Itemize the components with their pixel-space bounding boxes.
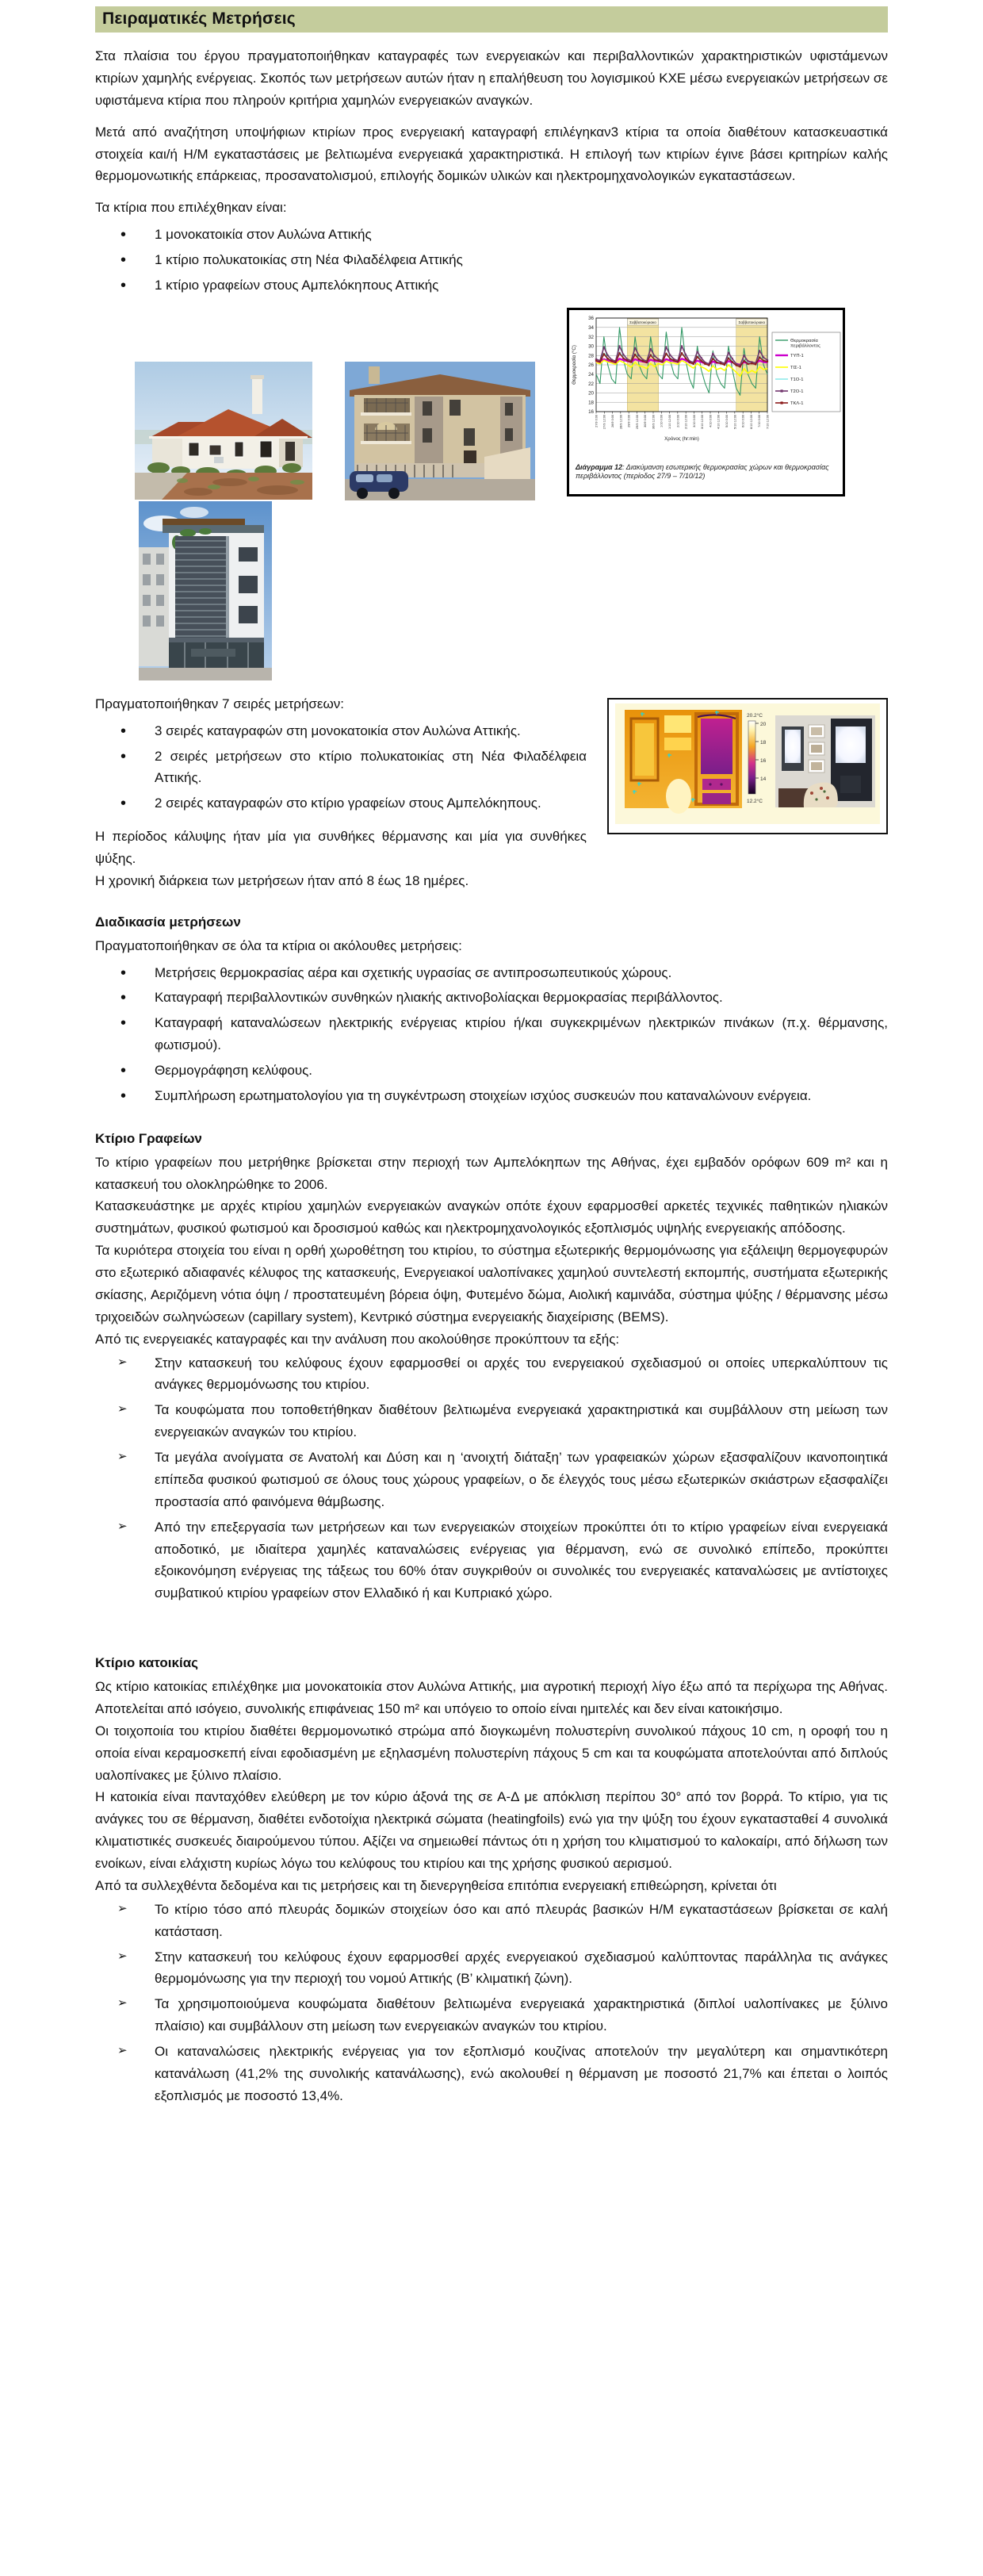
temperature-chart-svg: [569, 310, 843, 462]
list-item: • 2 σειρές μετρήσεων στο κτίριο πολυκατοικίας στη Νέα Φιλαδέλφεια Αττικής.: [95, 744, 888, 792]
coverage-paragraph: Η περίοδος κάλυψης ήταν μία για συνθήκες θέρμανσης και μία για συνθήκες ψύξης.: [95, 829, 587, 866]
svg-text:περιβάλλοντος: περιβάλλοντος: [790, 343, 820, 349]
series-lead: Πραγματοποιήθηκαν 7 σειρές μετρήσεων:: [95, 696, 344, 711]
svg-text:Θερμοκρασία (°C): Θερμοκρασία (°C): [572, 344, 577, 385]
svg-text:3/10 12:00: 3/10 12:00: [701, 414, 705, 429]
chart-legend: [772, 332, 840, 412]
office-heading: Κτίριο Γραφείων: [95, 1130, 202, 1146]
office-findings-list: [95, 1351, 888, 1607]
scale-tick: 14: [760, 776, 767, 782]
svg-text:Σαββατοκύριακο: Σαββατοκύριακο: [629, 320, 656, 324]
procedure-heading: Διαδικασία μετρήσεων: [95, 914, 241, 930]
svg-text:Τ2Ο-1: Τ2Ο-1: [790, 389, 804, 394]
buildings-lead: Τα κτίρια που επιλέχθηκαν είναι:: [95, 200, 287, 216]
temperature-chart: [567, 308, 845, 496]
duration-paragraph: Η χρονική διάρκεια των μετρήσεων ήταν από 8 έως 18 ημέρες.: [95, 872, 469, 888]
svg-text:3/10 0:00: 3/10 0:00: [692, 414, 696, 427]
procedure-list: [95, 960, 888, 1109]
intro-paragraph-2: Μετά από αναζήτηση υποψήφιων κτιρίων προς ενεργειακή καταγραφή επιλέγηκαν3 κτίρια τα οποία διαθέτουν κατασκευαστικά στοιχεία και/ή Η/Μ εγκαταστάσεις με βελτιωμένα ενεργειακά χαρακτηριστικά. Η επιλογή των κτιρίων έγινε βάσει κριτηρίων καλής θερμομονωτικής επάρκειας, προσανατολισμού, επιλογής δομικών υλικών και ηλεκτρομηχανολογικών εγκαταστάσεων.: [95, 124, 888, 184]
svg-text:ΤΥΠ-1: ΤΥΠ-1: [790, 353, 804, 358]
svg-text:1/10 12:00: 1/10 12:00: [667, 414, 671, 429]
svg-text:26: 26: [588, 362, 594, 368]
house-photo: [135, 362, 312, 500]
list-item: • 1 κτίριο γραφείων στους Αμπελόκηπους Αττικής: [95, 273, 888, 298]
scale-tick: 18: [760, 739, 767, 746]
svg-text:7/10 12:00: 7/10 12:00: [766, 414, 770, 429]
intro-paragraph-1: Στα πλαίσια του έργου πραγματοποιήθηκαν καταγραφές των ενεργειακών και περιβαλλοντικών χαρακτηριστικών υφιστάμενων κτιρίων χαμηλής ενέργειας. Σκοπός των μετρήσεων αυτών ήταν η επαλήθευση του λογισμικού ΚΧΕ μέσω ενεργειακών μετρήσεων σε υφιστάμενα κτίρια που πληρούν κριτήρια χαμηλών ενεργειακών αναγκών.: [95, 48, 888, 108]
svg-text:20: 20: [588, 390, 594, 397]
office-paragraph-3: Τα κυριότερα στοιχεία του είναι η ορθή χωροθέτηση του κτιρίου, το σύστημα εξωτερικής θερμομόνωσης για εξάλειψη θερμογεφυρών στο εξωτερικό αδιαφανές κέλυφος της κατασκευής, Ενεργειακοί υαλοπίνακες χαμηλού συντελεστή εκπομπής, συστήματα εξωτερικής σκίασης, Αεριζόμενη νότια όψη / προστατευμένη βόρεια όψη, Φυτεμένο δώμα, Αιολική καμινάδα, σύστημα ψύξης / θέρμανσης μέσω τριχοειδών σωληνώσεων (capillary system), Κεντρικό σύστημα ενεργειακής διαχείρισης (BEMS).: [95, 1243, 888, 1324]
scale-max-label: 20.2°C: [747, 712, 763, 719]
list-item: • Μετρήσεις θερμοκρασίας αέρα και σχετικής υγρασίας σε αντιπροσωπευτικούς χώρους.: [95, 960, 888, 986]
list-item: • Καταγραφή περιβαλλοντικών συνθηκών ηλιακής ακτινοβολίαςκαι θερμοκρασίας περιβάλλοντος.: [95, 985, 888, 1010]
svg-text:24: 24: [588, 371, 594, 378]
residence-findings-list: [95, 1897, 888, 2109]
list-item: ➢ Από την επεξεργασία των μετρήσεων και των ενεργειακών στοιχείων προκύπτει ότι το κτίριο γραφείων είναι ενεργειακά αποδοτικό, με ιδιαίτερα χαμηλές καταναλώσεις ενέργειας για θέρμανση, ενώ σε συνολικό επίπεδο, προκύπτει εξοικονόμηση ενέργειας της τάξεως του 60% όταν συγκριθούν οι συνολικές του ενεργειακές καταναλώσεις με αντίστοιχες συμβατικού κτιρίου γραφείων στον Ελλαδικό ή και Κυπριακό χώρο.: [95, 1515, 888, 1607]
scale-min-label: 12.2°C: [747, 798, 763, 804]
svg-text:30/9 12:00: 30/9 12:00: [652, 414, 656, 429]
list-item: ➢ Τα μεγάλα ανοίγματα σε Ανατολή και Δύση και η ‘ανοιχτή διάταξη’ των γραφειακών χώρων εξασφαλίζουν ικανοποιητικά επίπεδα φυσικού φωτισμού σε όλους τους χώρους γραφείων, ο δε έλεγχός τους μέσω εξωτερικών σκιάστρων εξασφαλίζει προστασία από φαινόμενα θάμβωσης.: [95, 1445, 888, 1515]
procedure-lead: Πραγματοποιήθηκαν σε όλα τα κτίρια οι ακόλουθες μετρήσεις:: [95, 937, 462, 953]
svg-text:ΤΚΛ-1: ΤΚΛ-1: [790, 401, 804, 406]
svg-text:30: 30: [588, 343, 594, 350]
residence-paragraph-1: Ως κτίριο κατοικίας επιλέχθηκε μια μονοκατοικία στον Αυλώνα Αττικής, μια αγροτική περιοχή λίγο έξω από τα περίχωρα της Αθήνας. Αποτελείται από ισόγειο, συνολικής επιφάνειας 150 m² και υπόγειο το οποίο είναι ημιτελές και δεν είναι κατοικήσιμο.: [95, 1679, 888, 1716]
office-paragraph-2: Κατασκευάστηκε με αρχές κτιρίου χαμηλών ενεργειακών αναγκών οπότε έχουν εφαρμοσθεί αρκετές τεχνικές παθητικών ηλιακών συστημάτων, φυσικού φωτισμού και δροσισμού καθώς και ηλεκτρομηχανολογικός εξοπλισμός υψηλής ενεργειακής απόδοσης.: [95, 1198, 888, 1236]
scale-tick: 16: [760, 757, 767, 764]
chart-x-axis: [595, 412, 769, 429]
residence-paragraph-3: Η κατοικία είναι πανταχόθεν ελεύθερη με τον κύριο άξονά της σε Α-Δ με απόκλιση περίπου 30° από τον βορρά. Το κτίριο, για τις ανάγκες του σε θέρμανση, διαθέτει ενδοτοίχια ηλεκτρικά σώματα (heatingfoils) ενώ για την ψύξη του έχουν εγκατασταθεί 4 συνολικά κλιματιστικές συσκευές διαιρούμενου τύπου. Αξίζει να σημειωθεί πάντως ότι η χρήση του κλιματισμού το καλοκαίρι, από δήλωση των ενοίκων, είναι ελάχιστη κυρίως λόγω του κελύφους του κτιρίου και της χρήσης φυσικού αερισμού.: [95, 1789, 888, 1871]
svg-text:2/10 0:00: 2/10 0:00: [676, 414, 680, 427]
apartment-building-photo: [345, 362, 535, 500]
buildings-list: [95, 222, 888, 298]
list-item: ➢ Το κτίριο τόσο από πλευράς δομικών στοιχείων όσο και από πλευράς βασικών Η/Μ εγκαταστάσεων βρίσκεται σε καλή κατάσταση.: [95, 1897, 888, 1945]
office-building-photo: [139, 501, 272, 680]
chart-caption: Διάγραμμα 12: Διακύμανση εσωτερικής θερμοκρασίας χώρων και θερμοκρασίας περιβάλλοντος (περίοδος 27/9 – 7/10/12): [576, 462, 829, 480]
svg-text:28/9 12:00: 28/9 12:00: [619, 414, 623, 429]
measurement-series-section: [95, 693, 888, 892]
svg-text:6/10 0:00: 6/10 0:00: [741, 414, 745, 427]
svg-text:28/9 0:00: 28/9 0:00: [610, 414, 614, 427]
svg-text:34: 34: [588, 324, 594, 331]
svg-text:ΤΙΣ-1: ΤΙΣ-1: [790, 365, 801, 370]
svg-text:30/9 0:00: 30/9 0:00: [644, 414, 648, 427]
svg-text:Θερμοκρασία: Θερμοκρασία: [790, 338, 818, 343]
svg-text:1/10 0:00: 1/10 0:00: [660, 414, 664, 427]
svg-text:32: 32: [588, 334, 594, 340]
svg-text:18: 18: [588, 400, 594, 406]
list-item: • 1 κτίριο πολυκατοικίας στη Νέα Φιλαδέλφεια Αττικής: [95, 247, 888, 273]
list-item: ➢ Στην κατασκευή του κελύφους έχουν εφαρμοσθεί οι αρχές του ενεργειακού σχεδιασμού οι οποίες υπερκαλύπτουν τις ανάγκες θερμομόνωσης του κτιρίου.: [95, 1351, 888, 1398]
svg-text:27/9 12:00: 27/9 12:00: [602, 414, 606, 429]
scale-tick: 20: [760, 721, 767, 727]
list-item: • 2 σειρές καταγραφών στο κτίριο γραφείων στους Αμπελόκηπους.: [95, 791, 888, 816]
svg-text:7/10 0:00: 7/10 0:00: [758, 414, 762, 427]
list-item: • 1 μονοκατοικία στον Αυλώνα Αττικής: [95, 222, 888, 247]
list-item: • Συμπλήρωση ερωτηματολογίου για τη συγκέντρωση στοιχείων ισχύος συσκευών που καταναλώνουν ενέργεια.: [95, 1083, 888, 1109]
svg-text:22: 22: [588, 381, 594, 387]
svg-text:6/10 12:00: 6/10 12:00: [749, 414, 753, 429]
svg-text:Τ1Ο-1: Τ1Ο-1: [790, 377, 804, 382]
list-item: • Καταγραφή καταναλώσεων ηλεκτρικής ενέργειας κτιρίου ή/και συγκεκριμένων ηλεκτρικών πινάκων (π.χ. θέρμανσης, φωτισμού).: [95, 1010, 888, 1058]
svg-text:28: 28: [588, 353, 594, 359]
svg-text:36: 36: [588, 315, 594, 321]
svg-text:Χρόνος (hr:min): Χρόνος (hr:min): [664, 435, 699, 442]
residence-paragraph-2: Οι τοιχοποιία του κτιρίου διαθέτει θερμομονωτικό στρώμα από διογκωμένη πολυστερίνη συνολικού πάχους 10 cm, η οροφή του η οποία είναι κεραμοσκεπή είναι εφοδιασμένη με εξηλασμένη πολυστερίνη πάχους 5 cm και τα κουφώματα αποτελούνται από διπλούς υαλοπίνακες με ξύλινο πλαίσιο.: [95, 1723, 888, 1783]
svg-text:4/10 12:00: 4/10 12:00: [717, 414, 721, 429]
list-item: ➢ Τα χρησιμοποιούμενα κουφώματα διαθέτουν βελτιωμένα ενεργειακά χαρακτηριστικά (διπλοί υαλοπίνακες με ξύλινο πλαίσιο) και συμβάλλουν στη μείωση των ενεργειακών αναγκών του κτιρίου.: [95, 1991, 888, 2039]
svg-text:16: 16: [588, 408, 594, 415]
svg-text:29/9 0:00: 29/9 0:00: [627, 414, 631, 427]
svg-text:2/10 12:00: 2/10 12:00: [684, 414, 688, 429]
list-item: ➢ Οι καταναλώσεις ηλεκτρικής ενέργειας για τον εξοπλισμό κουζίνας αποτελούν την μεγαλύτερη και σημαντικότερη κατανάλωση (41,2% της συνολικής κατανάλωσης), ενώ ακολουθεί η θέρμανση με ποσοστό 21,7% και έπεται ο λοιπός εξοπλισμός με ποσοστό 13,4%.: [95, 2039, 888, 2109]
figures-block: [95, 308, 888, 680]
svg-text:Σαββατοκύριακο: Σαββατοκύριακο: [738, 320, 766, 324]
svg-text:27/9 0:00: 27/9 0:00: [595, 414, 599, 427]
list-item: • 3 σειρές καταγραφών στη μονοκατοικία στον Αυλώνα Αττικής.: [95, 719, 888, 744]
residence-heading: Κτίριο κατοικίας: [95, 1655, 199, 1671]
list-item: • Θερμογράφηση κελύφους.: [95, 1058, 888, 1083]
page-title: Πειραματικές Μετρήσεις: [95, 6, 888, 33]
svg-text:5/10 12:00: 5/10 12:00: [733, 414, 737, 429]
svg-text:4/10 0:00: 4/10 0:00: [709, 414, 713, 427]
list-item: ➢ Τα κουφώματα που τοποθετήθηκαν διαθέτουν βελτιωμένα ενεργειακά χαρακτηριστικά και συμβάλλουν στη μείωση των ενεργειακών αναγκών του κτιρίου.: [95, 1397, 888, 1445]
svg-text:29/9 12:00: 29/9 12:00: [635, 414, 639, 429]
office-paragraph-1: Το κτίριο γραφείων που μετρήθηκε βρίσκεται στην περιοχή των Αμπελόκηπων της Αθήνας, έχει εμβαδόν ορόφων 609 m² και η κατασκευή του ολοκληρώθηκε το 2006.: [95, 1154, 888, 1192]
residence-findings-lead: Από τα συλλεχθέντα δεδομένα και τις μετρήσεις και τη διενεργηθείσα επιτόπια ενεργειακή επιθεώρηση, κρίνεται ότι: [95, 1877, 777, 1893]
office-findings-lead: Από τις ενεργειακές καταγραφές και την ανάλυση που ακολούθησε προκύπτουν τα εξής:: [95, 1331, 620, 1347]
list-item: ➢ Στην κατασκευή του κελύφους έχουν εφαρμοσθεί αρχές ενεργειακού σχεδιασμού καλύπτοντας παράλληλα τις ανάγκες θερμομόνωσης για την περιοχή του νομού Αττικής (Β’ κλιματική ζώνη).: [95, 1945, 888, 1992]
series-list: [95, 719, 888, 817]
svg-text:5/10 0:00: 5/10 0:00: [725, 414, 729, 427]
